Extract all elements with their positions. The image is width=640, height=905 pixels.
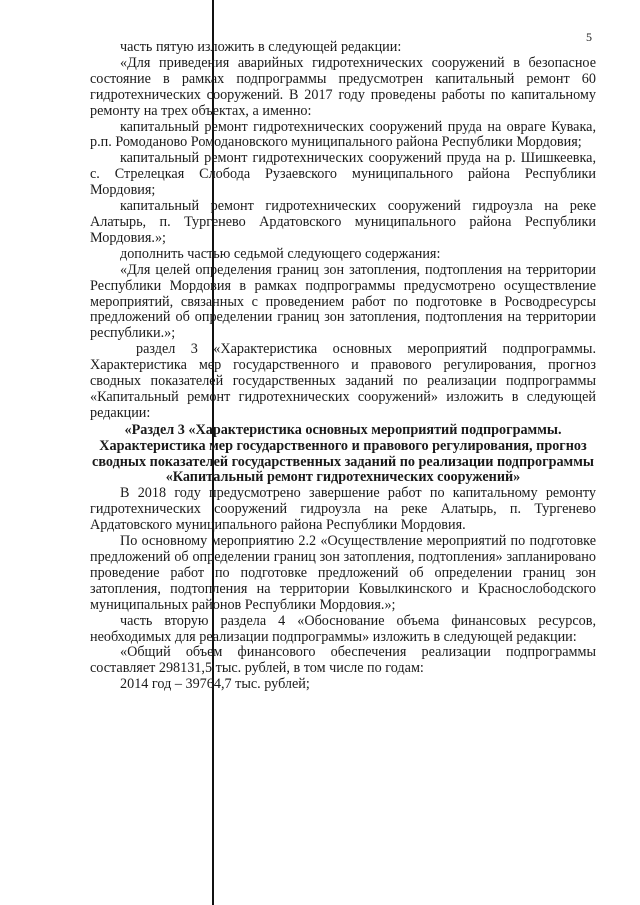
paragraph: «Для приведения аварийных гидротехнических сооружений в безопасное состояние в рамках подпрограммы предусмотрен капитальный ремонт 60 гидротехнических сооружений. В 2017 году проведены работы по капитальному ремонту на трех объектах, а именно:: [90, 54, 596, 119]
paragraph: дополнить частью седьмой следующего содержания:: [120, 245, 441, 262]
paragraph: «Для целей определения границ зон затопления, подтопления на территории Республики Мордовия в рамках подпрограммы предусмотрено осуществление мероприятий, связанных с проведением работ по подготовке в Росводресурсы предложений об определении границ зон затопления, подтопления на территории республики.»;: [90, 261, 596, 342]
paragraph: капитальный ремонт гидротехнических сооружений гидроузла на реке Алатырь, п. Тургенево Ардатовского муниципального района Республики Мордовия.»;: [90, 198, 596, 246]
document-body: [90, 40, 596, 693]
paragraph: 2014 год – 39764,7 тыс. рублей;: [120, 676, 310, 693]
paragraph: капитальный ремонт гидротехнических сооружений пруда на р. Шишкеевка, с. Стрелецкая Слобода Рузаевского муниципального района Республики Мордовия;: [90, 150, 596, 199]
paragraph: раздел 3 «Характеристика основных мероприятий подпрограммы. Характеристика мер государственного и правового регулирования, прогноз сводных показателей государственных заданий по реализации подпрограммы «Капитальный ремонт гидротехнических сооружений» изложить в следующей редакции:: [90, 341, 596, 421]
section-heading: «Раздел 3 «Характеристика основных мероприятий подпрограммы. Характеристика мер государственного и правового регулирования, прогноз сводных показателей государственных заданий по реализации подпрограммы «Капитальный ремонт гидротехнических сооружений»: [92, 421, 594, 486]
paragraph: капитальный ремонт гидротехнических сооружений пруда на овраге Кувака, р.п. Ромоданово Ромодановского муниципального района Республики Мордовия;: [90, 118, 596, 151]
paragraph: По основному мероприятию 2.2 «Осуществление мероприятий по подготовке предложений об определении границ зон затопления, подтопления» запланировано проведение работ по подготовке предложений об определении границ зон затопления, подтопления на территории Ковылкинского и Краснослободского муниципальных районов Республики Мордовия.»;: [90, 533, 596, 613]
page-number: 5: [586, 30, 592, 44]
paragraph: В 2018 году предусмотрено завершение работ по капитальному ремонту гидротехнических сооружений гидроузла на реке Алатырь, п. Тургенево Ардатовского муниципального района Республики Мордовия.: [90, 485, 596, 534]
paragraph: «Общий объем финансового обеспечения реализации подпрограммы составляет 298131,5 тыс. рублей, в том числе по годам:: [90, 644, 596, 677]
paragraph: часть вторую раздела 4 «Обоснование объема финансовых ресурсов, необходимых для реализации подпрограммы» изложить в следующей редакции:: [90, 612, 596, 645]
paragraph: часть пятую изложить в следующей редакции:: [120, 39, 402, 55]
